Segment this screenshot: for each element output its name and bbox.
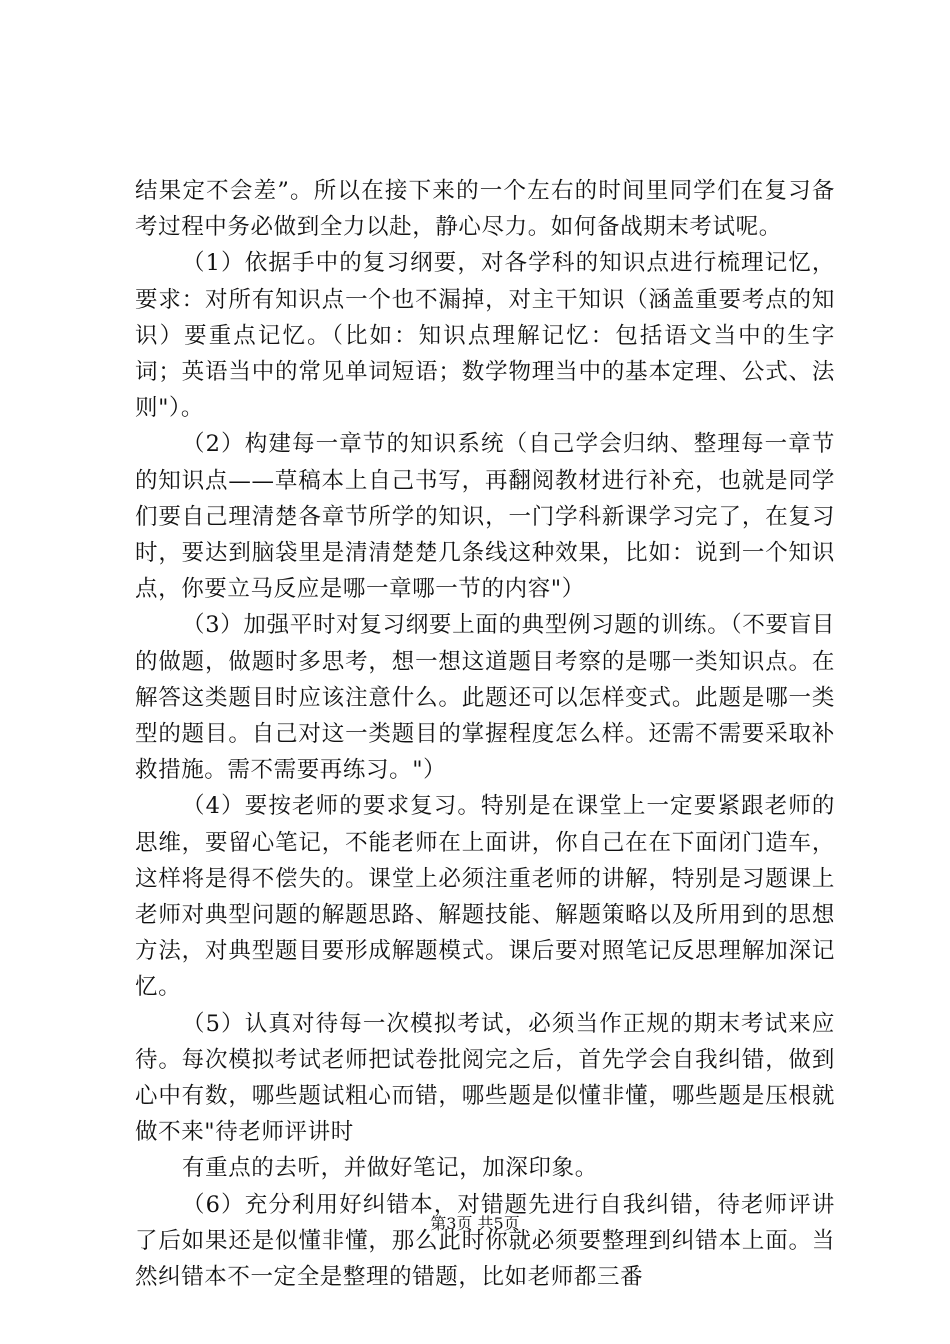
paragraph-item-5: （5）认真对待每一次模拟考试，必须当作正规的期末考试来应待。每次模拟考试老师把试卷批阅完之后，首先学会自我纠错，做到心中有数，哪些题试粗心而错，哪些题是似懂非懂，哪些题是压根就做不来"待老师评讲时 bbox=[135, 1010, 835, 1146]
paragraph-item-2: （2）构建每一章节的知识系统（自己学会归纳、整理每一章节的知识点——草稿本上自己书写，再翻阅教材进行补充，也就是同学们要自己理清楚各章节所学的知识，一门学科新课学习完了，在复习时，要达到脑袋里是清清楚楚几条线这种效果，比如：说到一个知识点，你要立马反应是哪一章哪一节的内容"） bbox=[135, 431, 835, 603]
paragraph-item-5-continuation: 有重点的去听，并做好笔记，加深印象。 bbox=[182, 1155, 598, 1182]
paragraph-item-1: （1）依据手中的复习纲要，对各学科的知识点进行梳理记忆，要求：对所有知识点一个也不漏掉，对主干知识（涵盖重要考点的知识）要重点记忆。（比如：知识点理解记忆：包括语文当中的生字词；英语当中的常见单词短语；数学物理当中的基本定理、公式、法则"）。 bbox=[135, 250, 835, 422]
body-text bbox=[135, 173, 835, 1295]
page-footer: 第3页 共5页 bbox=[430, 1214, 520, 1233]
paragraph-item-4: （4）要按老师的要求复习。特别是在课堂上一定要紧跟老师的思维，要留心笔记，不能老师在上面讲，你自己在在下面闭门造车，这样将是得不偿失的。课堂上必须注重老师的讲解，特别是习题课上老师对典型问题的解题思路、解题技能、解题策略以及所用到的思想方法，对典型题目要形成解题模式。课后要对照笔记反思理解加深记忆。 bbox=[135, 793, 835, 1001]
paragraph-intro: 结果定不会差”。所以在接下来的一个左右的时间里同学们在复习备考过程中务必做到全力以赴，静心尽力。如何备战期末考试呢。 bbox=[135, 178, 835, 241]
paragraph-item-6: （6）充分利用好纠错本，对错题先进行自我纠错，待老师评讲了后如果还是似懂非懂，那么此时你就必须要整理到纠错本上面。当然纠错本不一定全是整理的错题，比如老师都三番 bbox=[135, 1191, 835, 1291]
paragraph-item-3: （3）加强平时对复习纲要上面的典型例习题的训练。（不要盲目的做题，做题时多思考，想一想这道题目考察的是哪一类知识点。在解答这类题目时应该注意什么。此题还可以怎样变式。此题是哪一类型的题目。自己对这一类题目的掌握程度怎么样。还需不需要采取补救措施。需不需要再练习。"） bbox=[135, 612, 835, 784]
